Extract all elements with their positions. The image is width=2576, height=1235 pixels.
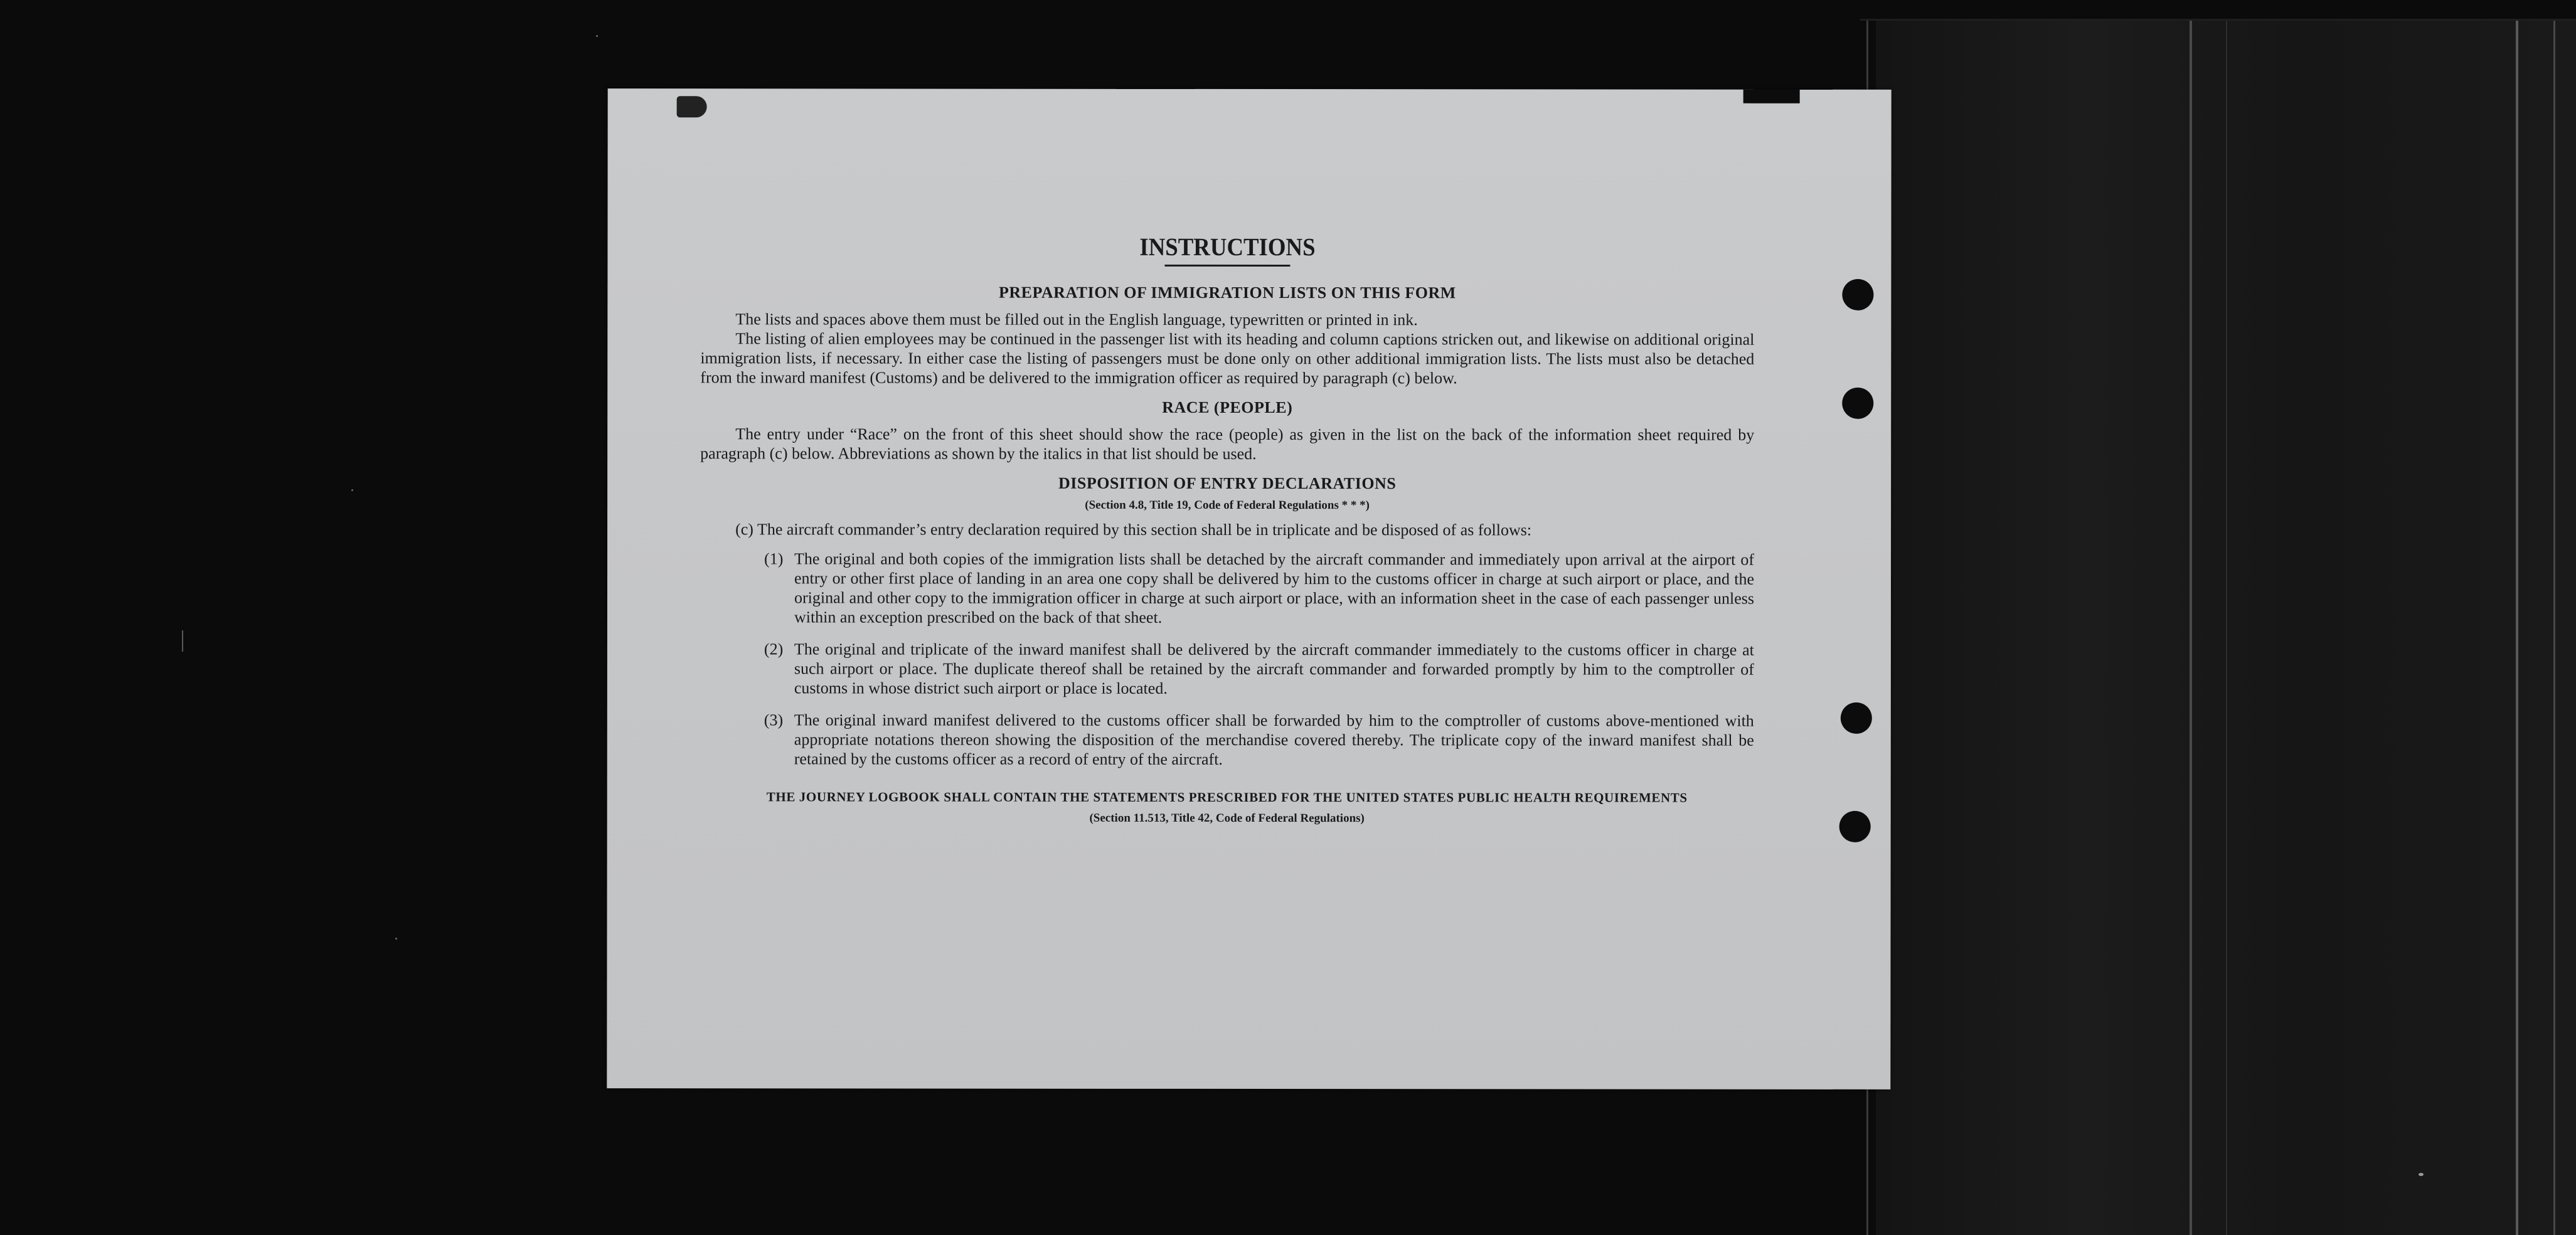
paper-tab-right [1743, 90, 1800, 103]
paper-tab-left [677, 96, 707, 117]
paragraph-preparation-2: The listing of alien employees may be continued in the passenger list with its heading and column captions stricken out, and likewise on additional original immigration lists, if necessary. In either case the listing of passengers must be done only on other additional immigration lists. The lists must also be detached from the inward manifest (Customs) and be delivered to the immigration officer as required by paragraph (c) below. [700, 329, 1755, 388]
punch-hole [1842, 279, 1873, 310]
page-title: INSTRUCTIONS [1139, 232, 1316, 262]
film-top-edge [1860, 19, 2576, 21]
film-scratch-line [2516, 19, 2518, 1235]
punch-hole [1842, 388, 1873, 419]
item-number: (2) [764, 640, 784, 659]
film-scratch-line [2226, 19, 2227, 1235]
heading-disposition: DISPOSITION OF ENTRY DECLARATIONS [1058, 474, 1397, 493]
film-scratch-line [2190, 19, 2192, 1235]
document-body [700, 233, 1755, 828]
dust-speck [596, 35, 598, 37]
title-underline [1164, 265, 1290, 267]
list-item [764, 639, 1754, 698]
punch-hole [1841, 702, 1872, 734]
paragraph-race: The entry under “Race” on the front of this sheet should show the race (people) as given in the list on the back of the information sheet required by paragraph (c) below. Abbreviations as shown by the italics in that list should be used. [700, 425, 1755, 464]
clause-c: (c) The aircraft commander’s entry declaration required by this section shall be in triplicate and be disposed of as follows: [735, 520, 1532, 539]
dust-speck [351, 489, 353, 491]
dust-speck [2419, 1173, 2424, 1176]
heading-preparation: PREPARATION OF IMMIGRATION LISTS ON THIS FORM [998, 283, 1456, 302]
heading-race: RACE (PEOPLE) [1162, 398, 1293, 417]
item-number: (3) [764, 711, 784, 729]
item-text: The original and both copies of the immigration lists shall be detached by the aircraft commander and immediately upon arrival at the airport of entry or other first place of landing in an area one copy shall be delivered by him to the customs officer in charge at such airport or place, and the original and other copy to the immigration officer in charge at such airport or place, with an information sheet in the case of each passenger unless within an exception prescribed on the back of that sheet. [794, 549, 1755, 627]
item-text: The original and triplicate of the inward manifest shall be delivered by the aircraft commander immediately to the customs officer in charge at such airport or place. The duplicate thereof shall be retained by the aircraft commander and forwarded promptly by him to the comptroller of customs in whose district such airport or place is located. [794, 640, 1754, 697]
item-number: (1) [764, 549, 784, 568]
footer-statement: THE JOURNEY LOGBOOK SHALL CONTAIN THE STATEMENTS PRESCRIBED FOR THE UNITED STATES PUBLIC HEALTH REQUIREMENTS [766, 789, 1688, 805]
list-item [764, 710, 1754, 769]
item-text: The original inward manifest delivered to the customs officer shall be forwarded by him to the comptroller of customs above-mentioned with appropriate notations thereon showing the disposition of the merchandise covered thereby. The triplicate copy of the inward manifest shall be retained by the customs officer as a record of entry of the aircraft. [794, 711, 1754, 768]
citation-disposition: (Section 4.8, Title 19, Code of Federal Regulations * * *) [1085, 498, 1370, 512]
dust-speck [182, 630, 183, 652]
document-page [607, 88, 1891, 1089]
list-item [764, 549, 1755, 627]
paragraph-preparation-1: The lists and spaces above them must be filled out in the English language, typewritten or printed in ink. [735, 310, 1418, 329]
dust-speck [395, 938, 397, 940]
footer-citation: (Section 11.513, Title 42, Code of Federal Regulations) [1089, 811, 1365, 825]
film-scratch-line [2553, 19, 2555, 1235]
punch-hole [1839, 811, 1871, 842]
